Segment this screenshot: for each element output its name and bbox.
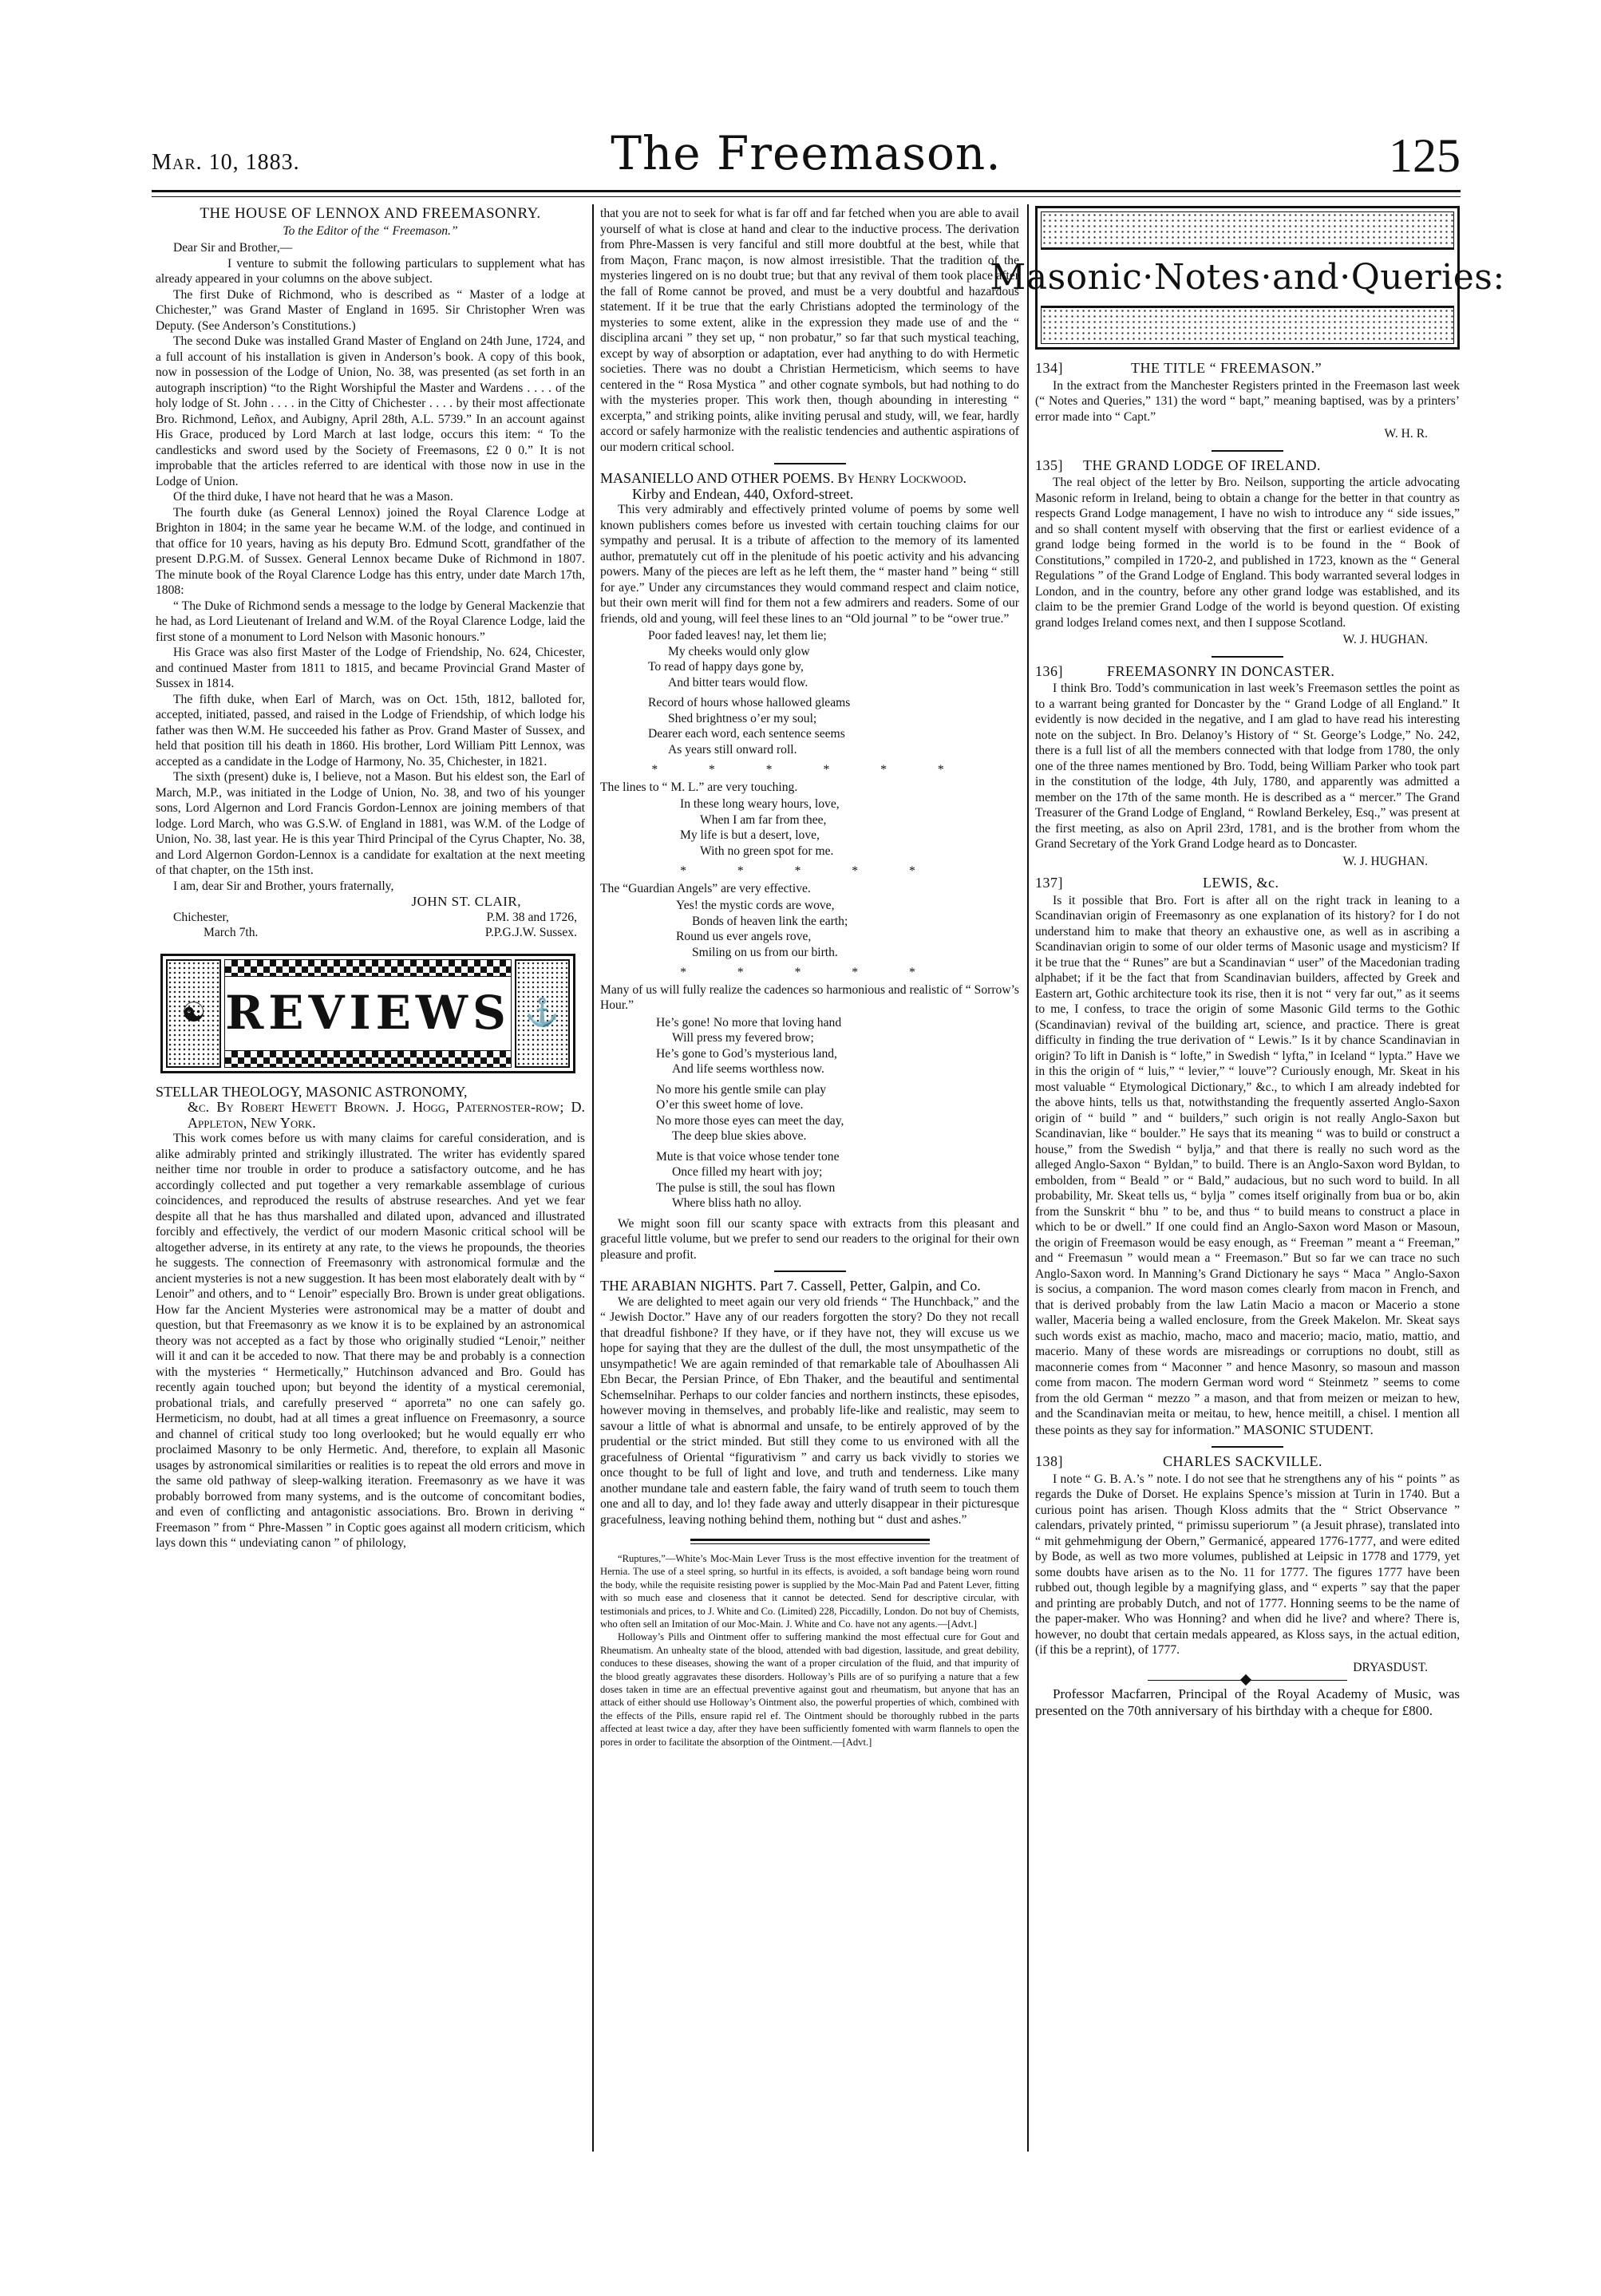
signature-place: Chichester,	[173, 910, 229, 924]
note-title: FREEMASONRY IN DONCASTER.	[1107, 662, 1335, 679]
paragraph: Many of us will fully realize the cadences so harmonious and realistic of “ Sorrow’s Hour.”	[600, 982, 1019, 1012]
paragraph: We might soon fill our scanty space with extracts from this pleasant and graceful little volume, but we prefer to send our readers to the original for their own pleasure and profit.	[600, 1216, 1019, 1262]
column-left	[156, 206, 585, 1551]
poem-stanza	[600, 898, 1019, 960]
signature-name: JOHN ST. CLAIR,	[411, 894, 521, 909]
review-title-main: MASANIELLO AND OTHER POEMS.	[600, 470, 835, 486]
paragraph: I venture to submit the following particulars to supplement what has already appeared in your columns on the above subject.	[156, 256, 585, 286]
note-number: 134]	[1035, 360, 1063, 376]
article-title: THE HOUSE OF LENNOX AND FREEMASONRY.	[200, 205, 541, 222]
signature-row	[156, 910, 585, 926]
signature-row	[156, 925, 585, 941]
poem-line: Poor faded leaves! nay, let them lie;	[648, 629, 827, 642]
paragraph: This very admirably and effectively printed volume of poems by some well known publishers comes before us invested with certain touching claims for our sympathy and perusal. It is a tribute of affection to the memory of its lamented author, prematutely cut off in the plenitude of his poetic activity and his advancing powers. Many of the pieces are left as he left them, the “ master hand ” being “ still for aye.” Under any circumstances they would command respect and claim notice, but their own merit will find for them not a few admirers and readers. Some of our friends, old and young, will feel these lines to an “Old journal ” to be “ower true.”	[600, 503, 1019, 626]
poem-line: Bonds of heaven link the earth;	[692, 914, 848, 928]
note-text: I think Bro. Todd’s communication in last week’s Freemason settles the point as to a warrant being granted for Doncaster by the “ Grand Lodge of all England.” It evidently is now decided in the negative, and I am glad to have read his interesting note on the subject. In Bro. Delanoy’s History of “ St. George’s Lodge,” No. 242, there is a full list of all the members connected with that lodge from 1780, the only one of the three names mentioned by Bro. Todd, being William Parker who took part in the constitution of the lodge, 4th July, 1780, and apparently was admitted a member on the 17th of the same month. He is described as a “ mercer.” The Grand Treasurer of the Grand Lodge of England, “ Rowland Berkeley, Esq.,” was present at the first meeting, as also on April 23rd, 1781, and is the brother from whom the Grand Secretary of the York Grand Lodge heard as to Doncaster.	[1035, 682, 1460, 851]
poem-line: My life is but a desert, love,	[680, 828, 820, 842]
paragraph: The “Guardian Angels” are very effective.	[600, 881, 811, 895]
poem-stanza	[600, 1015, 1019, 1077]
review-title	[600, 471, 1019, 502]
poem-line: Shed brightness o’er my soul;	[668, 711, 817, 725]
note-number: 135]	[1035, 456, 1063, 473]
reviews-banner-center	[224, 959, 512, 1068]
note-heading	[1035, 1454, 1460, 1470]
section-rule	[1212, 450, 1283, 452]
note-signature: W. J. HUGHAN.	[1342, 633, 1428, 646]
poem-line: And bitter tears would flow.	[668, 675, 808, 690]
ship-emblem-icon: ⚓	[515, 959, 570, 1068]
note-text	[1035, 893, 1460, 1439]
paragraph: This work comes before us with many claims for careful consideration, and is alike admirably printed and strikingly illustrated. The writer has evidently spared neither time nor trouble in order to produce a satisfactory outcome, and he has accordingly collected and put together a very remarkable assemblage of curious coincidences, and reproduced the results of abstruse researches. And yet we fear despite all that he has thus marshalled and dilated upon, advanced and illustrated forcibly and effectively, the verdict of our modern Masonic critical school will be altogether adverse, in its entirety at any rate, to the views he propounds, the theories he suggests. The connection of Freemasonry with astronomical formulæ and the ancient mysteries is not a new suggestion. It has been most elaborately dealt with by “ Lenoir” and others, and to “ Lenoir” especially Bro. Brown is under great obligations. How far the Ancient Mysteries were astronomical may be a matter of doubt and question, but that Freemasonry as we know it is to be explained by an astronomical theory was not accepted as a fact by those who originally studied “Lenoir,” neither will it and can it be acceded to now. That there may be and probably is a connection with the mysteries “ Hermetically,” Hutchinson advanced and Bro. Gould has recently again touched upon; but beyond the identity of a mystical ceremonial, probational trials, and carefully preserved “ aporreta” no one can safely go. Hermeticism, no doubt, had at all times a great influence on Freemasonry, a source and channel of critical study too long overlooked; but he would equally err who proclaimed Masonry to be only Hermetic. And, therefore, to explain all Masonic usages by astronomical similarities or realities is to repeat the old errors and move in the same old pathway of sleep-walking iteration. Freemasonry as we have it was probably borrowed from many systems, and is the outcome of concomitant bodies, and even of conflicting and antagonistic associations. Bro. Brown in deriving “ Freemason ” from “ Phre-Massen ” in Coptic goes against all modern criticism, which lays down this “ undeviating canon ” of philology,	[156, 1132, 585, 1550]
poem-stanza	[600, 695, 1019, 757]
poem-line: Yes! the mystic cords are wove,	[676, 899, 835, 912]
poem-stanza	[600, 628, 1019, 690]
paragraph: His Grace was also first Master of the Lodge of Friendship, No. 624, Chicester, and continued Master from 1811 to 1815, and became Provincial Grand Master of Sussex in 1814.	[156, 646, 585, 690]
note-text: I note “ G. B. A.’s ” note. I do not see that he strengthens any of his “ points ” as regards the Duke of Dorset. He explains Spence’s mission at Turin in 1740. But a curious point has arisen. Though Kloss admits that the “ Strict Observance ” calendars, privately printed, “ primissu superiorum ” (a Jesuit phrase), translated into “ mit gehmehmigung der Obern,” Germanicé, appeared 1776-1777, and were edited by Bode, as well as two more volumes, published at Leipsic in 1778 and 1779, yet some doubts have arisen as to the No. 11 for 1777. The figures 1777 have been rubbed out, though legible by a magnifying glass, and “ experts ” say that the paper and printing are probably Dutch, and not of 1777. Honning seems to be the name of the paper-maker. Who was Honning? and when did he live? and where? There is, however, no doubt that certain medals appeared, as Kloss says, in the actual edition, (if this be a reprint), of 1777.	[1035, 1472, 1460, 1657]
checkered-border	[224, 1050, 512, 1068]
checkered-border	[224, 959, 512, 977]
poem-line: In these long weary hours, love,	[680, 797, 840, 811]
article-house-of-lennox	[156, 206, 585, 941]
review-stellar-theology	[156, 1085, 585, 1551]
note-body: Is it possible that Bro. Fort is after all on the right track in leaning to a Scandinavian origin of Freemasonry as one explanation of its history? for I do not understand him to make that theory an exhaustive one, as well as in ascribing a Scandinavian origin to some of our older terms of Masonic usage and mysticism? If it be true that the “ Runes” are but a Scandinavian “ user” of the Macedonian trading alphabet; if it be the fact that from Scandinavian builders, affected by Greek and Eastern art, Gothic architecture took its rise, then it is not “ very far out,” as it seems to me, I confess, to trace the origin of some Masonic Gild terms to the Gothic (Scandinavian) revival of the building art, science, and practice. There is great difficulty in finding the true derivation of “ Lewis.” Is it by chance Scandinavian in origin? To lift in Danish is “ lofte,” in Swedish “ lyfta,” in Iceland “ lypta.” Have we in this the origin of “ luis,” “ levier,” “ louve”? Curiously enough, Mr. Skeat in his most valuable “ Etymological Dictionary,” &c., to which I am already indebted for the above hints, tells us that, notwithstanding the frequently asserted Anglo-Saxon origin of “ build ” and “ builders,” such origin is not really Anglo-Saxon but Scandinavian, like “ boulder.” He says that its meaning “ was to build or construct a house,” from the Swedish “ bylja,” and that there is really no such word as the alleged Anglo-Saxon “ Byldan,” to build. There is an Anglo-Saxon word Byldan, to embolden, from “ Beald ” or “ Bald,” audacious, but no such word to build. In all probability, Mr. Skeat tells us, “ bylja ” comes itself originally from bua or bo, akin from the Sunskrit “ bhu ” to be, and thus “ to build means to construct a place in which to be or dwell.” If one could find an Anglo-Saxon word Mason or Masoun, the origin of Freemason would be easy enough, as “ Freeman ” meant a “ Freeman,” and “ Freemasun ” would mean a “ Freemason.” But so far we can trace no such Anglo-Saxon word. In Manning’s Grand Dictionary he says “ Maca ” Anglo-Saxon is socius, a companion. The word mason comes clearly from macon in French, and that is derived probably from the law Latin Macio a macon or Macerio a stone waller, Maceria being a walled enclosure, from the Greek Makelon. Mr. Skeat says such words exist as machio, macho, maco and macerio; macio, matio, mattio, and macerio. Many of these words are misreadings or corruptions no doubt, still as maconnerie comes from “ Maconner ” and hence Masonry, so masoun and masson come from macon. The modern German word word “ Steinmetz ” seems to come from the old German “ mezzo ” a mason, and that from meizen or meizan to hew, and the Scandinavian meita or meitau, to hew, hence meitill, a chisel. I mention all these points as they say for information.”	[1035, 893, 1460, 1437]
masthead	[152, 120, 1461, 184]
poem-line: And life seems worthless now.	[672, 1062, 824, 1076]
section-rule	[774, 1271, 846, 1272]
asterism: * * * * * *	[651, 763, 968, 777]
column-right	[990, 206, 1505, 1719]
note-signature: W. J. HUGHAN.	[1342, 854, 1428, 868]
poem-line: Record of hours whose hallowed gleams	[648, 696, 851, 709]
signature-date: March 7th.	[204, 926, 259, 939]
reviews-banner-label: REVIEWS	[224, 977, 512, 1050]
note-signature: MASONIC STUDENT.	[1243, 1421, 1374, 1437]
review-title	[156, 1085, 585, 1132]
review-author: By Henry Lockwood.	[837, 470, 967, 486]
note-signature: DRYASDUST.	[1353, 1660, 1428, 1674]
note-heading	[1035, 664, 1460, 680]
poem-line: My cheeks would only glow	[668, 644, 810, 658]
masthead-rule-thin	[152, 196, 1461, 197]
paragraph: “ The Duke of Richmond sends a message to the lodge by General Mackenzie that he had, as Lord Lieutenant of Ireland and W.M. of the Royal Clarence Lodge, laid the first stone of a monument to Lord Nelson with Masonic honours.”	[156, 599, 585, 644]
masonic-notes-banner	[990, 206, 1505, 350]
poem-stanza	[600, 1149, 1019, 1211]
signature-rank: P.P.G.J.W. Sussex.	[484, 926, 577, 939]
paragraph: We are delighted to meet again our very old friends “ The Hunchback,” and the “ Jewish Doctor.” Have any of our readers forgotten the story? Do they not recall that dreadful fishbone? If they have, or if they have not, they will excuse us we hope for saying that they are the dullest of the dull, the most unsympathetic of the unsympathetic! We are again reminded of that remarkable tale of Aboulhassen Ali Ebn Becar, the Persian Prince, of Ebn Thaker, and the beautiful and sentimental Schemselnihar. Perhaps to our colder fancies and northern instincts, these episodes, however moving in themselves, and probably life-like and realistic, may seem to savour a little of what is abnormal and unsafe, to be entirely approved of by the prudential or the strict minded. But still they come to us environed with all the gracefulness of Oriental “figurativism ” and carry us back vividly to stories we once thought to be full of light and love, and truth and tenderness. Like many another mundane tale and eastern fable, the fairy wand of truth seem to touch them one and all to day, and lo! they fade away and utterly disappear in their picturesque gracefulness, leaving nothing behind them, nothing but “ dust and ashes.”	[600, 1294, 1019, 1527]
paragraph: The first Duke of Richmond, who is described as “ Master of a lodge at Chichester,” was Grand Master of England in 1695. Sir Christopher Wren was Deputy. (See Anderson’s Constitutions.)	[156, 287, 585, 333]
poem-line: Where bliss hath no alloy.	[672, 1196, 802, 1210]
page-number: 125	[1389, 129, 1461, 182]
newspaper-title: The Freemason.	[611, 126, 1002, 180]
review-publisher: Kirby and Endean, 440, Oxford-street.	[632, 485, 854, 502]
advertisement-holloway: Holloway’s Pills and Ointment offer to suffering mankind the most effectual cure for Gout and Rheumatism. An unhealty state of the blood, attended with bad digestion, lassitude, and great debility, conduces to these diseases, showing the want of a proper circulation of the fluid, and that impurity of the blood greatly aggravates these disorders. Holloway’s Pills are of so purifying a nature that a few doses taken in time are an effectual preventive against gout and rheumatism, but anyone that has an attack of either should use Holloway’s Ointment also, the powerful properties of which, combined with the effects of the Pills, ensure rapid rel ef. The Ointment should be thoroughly rubbed in the parts affected at least twice a day, after they have been sufficiently fomented with warm flannels to open the pores in order to facilitate the absorption of the Ointment.—[Advt.]	[600, 1631, 1019, 1748]
advertisement-rule	[690, 1539, 930, 1544]
paragraph: The second Duke was installed Grand Master of England on 24th June, 1724, and a full account of his installation is given in Anderson’s book. A copy of this book, now in possession of the Lodge of Union, No. 38, was presented (as set forth in an autograph inscription) “to the Right Worshipful the Master and Wardens . . . . of the holy lodge of St. John . . . . in the Citty of Chichester . . . . by their most affectionate Bro. Richmond, Leñox, and Aubigny, April 28th, A.L. 5739.” In an account against His Grace, produced by Lord March at last lodge, occurs this item: “ To the candlesticks and sword used by the Society of Freemasons, £2 0 0.” It is not improbable that the articles referred to are identical with those now in use in the Lodge of Union.	[156, 334, 585, 488]
note-134	[1035, 361, 1460, 442]
paragraph: Of the third duke, I have not heard that he was a Mason.	[173, 490, 453, 504]
poem-line: No more his gentle smile can play	[656, 1082, 827, 1097]
review-title	[600, 1278, 1019, 1294]
masthead-rule	[152, 190, 1461, 192]
note-title: LEWIS, &c.	[1203, 875, 1279, 891]
masonic-tools-ornament-icon	[1041, 307, 1454, 344]
poem-line: With no green spot for me.	[700, 844, 834, 858]
note-title: CHARLES SACKVILLE.	[1163, 1453, 1323, 1469]
poem-line: Will press my fevered brow;	[672, 1031, 814, 1045]
section-rule	[774, 463, 846, 464]
poem-line: Round us ever angels rove,	[676, 930, 812, 943]
masonic-notes-banner-label: Masonic·Notes·and·Queries:	[1041, 248, 1454, 307]
paragraph-continued: that you are not to seek for what is far off and far fetched when you are able to avail yourself of what is close at hand and clear to the inductive process. The derivation from Phre-Massen is very fanciful and still more doubtful at the best, while that from Maçon, Franc maçon, is now almost irresistible. That the tradition of the mysteries lingered on is no doubt true; but that any revival of them took place after the fall of Rome cannot be proved, and must be a very doubtful and hazardous statement. If it be true that the early Christians adopted the terminology of the mysteries to some extent, alike in the expression they made use of and the “ disciplina arcani ” they set up, “ non probatur,” so far that such mystical teaching, except by way of absorption or adaptation, ever had anything to do with Hermetic societies. There was no doubt a Christian Hermeticism, which seems to have centered in the “ Rosa Mystica ” and other cognate symbols, but had nothing to do with the mysteries proper. This work then, though abounding in interesting “ excerpta,” and striking points, alike inviting perusal and study, will, we fear, hardly accord or safely harmonize with the realistic tendencies and authentic aspirations of our modern critical school.	[600, 207, 1019, 454]
poem-line: As years still onward roll.	[668, 742, 797, 757]
note-title: THE TITLE “ FREEMASON.”	[1131, 360, 1322, 376]
note-135	[1035, 458, 1460, 648]
section-rule	[1212, 656, 1283, 658]
poem-line: He’s gone to God’s mysterious land,	[656, 1046, 837, 1061]
salutation: Dear Sir and Brother,—	[173, 241, 293, 255]
macfarren-notice: Professor Macfarren, Principal of the Royal Academy of Music, was presented on the 70th anniversary of his birthday with a cheque for £800.	[1035, 1686, 1460, 1718]
column-middle	[600, 206, 1019, 1749]
note-heading	[1035, 361, 1460, 377]
paragraph: The sixth (present) duke is, I believe, not a Mason. But his eldest son, the Earl of March, M.P., was initiated in the Lodge of Union, No. 38, and two of his younger sons, Lord Algernon and Lord Francis Gordon-Lennox are joining members of that lodge. Lord March, who was G.S.W. of England in 1881, was W.M. of the Lodge of Union, No. 38, last year. He is this year Third Principal of the Cyrus Chapter, No. 38, and Lord Algernon Gordon-Lennox is a candidate for exaltation at the next meeting of that chapter, on the 15th inst.	[156, 770, 585, 877]
paragraph: The fourth duke (as General Lennox) joined the Royal Clarence Lodge at Brighton in 1804; in the same year he became W.M. of the lodge, and continued in that office for 10 years, having as his deputy Bro. Edmund Scott, grandfather of the present D.P.G.M. of Sussex. General Lennox became Duke of Richmond in 1807. The minute book of the Royal Clarence Lodge has this entry, under date March 17th, 1808:	[156, 505, 585, 597]
note-signature: W. H. R.	[1384, 427, 1428, 441]
advertisements	[600, 1552, 1019, 1749]
poem-line: The pulse is still, the soul has flown	[656, 1180, 836, 1195]
note-137	[1035, 875, 1460, 1438]
globe-emblem-icon: ☯	[166, 959, 221, 1068]
review-title-sub: &c. By Robert Hewett Brown. J. Hogg, Paternoster-row; D. Appleton, New York.	[188, 1099, 585, 1131]
closing: I am, dear Sir and Brother, yours fraternally,	[173, 879, 394, 893]
column-divider-2	[1027, 204, 1029, 2152]
issue-date: Mar. 10, 1883.	[152, 150, 300, 175]
poem-line: To read of happy days gone by,	[648, 660, 804, 674]
note-text: In the extract from the Manchester Registers printed in the Freemason last week (“ Notes and Queries,” 131) the word “ bapt,” meaning baptised, was by a printers’ error made into “ Capt.”	[1035, 378, 1460, 424]
diamond-rule	[1148, 1680, 1347, 1681]
review-masaniello	[600, 471, 1019, 1263]
poem-line: Once filled my heart with joy;	[672, 1165, 823, 1179]
asterism: * * * * *	[680, 864, 939, 878]
reviews-banner	[160, 954, 575, 1073]
masonic-tools-ornament-icon	[1041, 211, 1454, 248]
poem-line: Smiling on us from our birth.	[692, 945, 838, 959]
note-136	[1035, 664, 1460, 870]
asterism: * * * * *	[680, 966, 939, 979]
note-138	[1035, 1454, 1460, 1675]
article-byline: To the Editor of the “ Freemason.”	[283, 223, 458, 238]
review-arabian-nights	[600, 1278, 1019, 1527]
poem-line: When I am far from thee,	[700, 812, 827, 827]
note-text: The real object of the letter by Bro. Neilson, supporting the article advocating Masonic reform in Ireland, being to obtain a change for the better in that country as respects Grand Lodge management, I have no wish to introduce any “ side issues,” and so shall content myself with observing that the first or earliest evidence of a grand lodge being formed in the world is to be found in the “ Book of Constitutions,” compiled in 1720-2, and published in 1723, known as the “ General Regulations ” of the Grand Lodge of England. This body warranted several lodges in London, and in the country, before any other grand lodge was established, and its claim to be the premier Grand Lodge of the world is beyond question. Of existing grand lodges Ireland comes next, and then I suppose Scotland.	[1035, 476, 1460, 630]
signature-rank: P.M. 38 and 1726,	[486, 910, 577, 924]
column-divider-1	[592, 204, 594, 2152]
poem-stanza	[600, 1082, 1019, 1144]
section-rule	[1212, 1446, 1283, 1448]
note-number: 137]	[1035, 875, 1063, 891]
poem-line: The deep blue skies above.	[672, 1129, 807, 1143]
review-title-main: THE ARABIAN NIGHTS.	[600, 1278, 757, 1294]
review-title-sub: Part 7. Cassell, Petter, Galpin, and Co.	[760, 1278, 981, 1294]
poem-line: O’er this sweet home of love.	[656, 1098, 804, 1112]
note-number: 138]	[1035, 1453, 1063, 1469]
poem-stanza	[600, 796, 1019, 859]
poem-line: Dearer each word, each sentence seems	[648, 727, 845, 741]
advertisement-moc-main: “Ruptures,”—White’s Moc-Main Lever Truss is the most effective invention for the treatment of Hernia. The use of a steel spring, so hurtful in its effects, is avoided, a soft bandage being worn round the body, while the requisite resisting power is supplied by the Moc-Main Pad and Patent Lever, fitting with so much ease and closeness that it cannot be detected. Send for descriptive circular, with testimonials and prices, to J. White and Co. (Limited) 228, Piccadilly, London. Do not buy of Chemists, who often sell an Imitation of our Moc-Main. J. White and Co. have not any agents.—[Advt.]	[600, 1553, 1019, 1630]
note-number: 136]	[1035, 662, 1063, 679]
review-title-main: STELLAR THEOLOGY, MASONIC ASTRONOMY,	[156, 1083, 468, 1100]
paragraph: The lines to “ M. L.” are very touching.	[600, 780, 798, 794]
note-heading	[1035, 875, 1460, 891]
note-heading	[1035, 458, 1460, 474]
poem-line: No more those eyes can meet the day,	[656, 1113, 844, 1128]
note-title: THE GRAND LODGE OF IRELAND.	[1083, 456, 1321, 473]
poem-line: He’s gone! No more that loving hand	[656, 1015, 842, 1029]
poem-line: Mute is that voice whose tender tone	[656, 1149, 840, 1164]
paragraph: The fifth duke, when Earl of March, was on Oct. 15th, 1812, balloted for, accepted, initiated, passed, and raised in the Lodge of Friendship, of which lodge his father was then W.M. He succeeded his father as Prov. Grand Master of Sussex, and held that position till his death in 1860. His brother, Lord William Pitt Lennox, was accepted as a candidate in the Lodge of Harmony, No. 35, Chichester, in 1821.	[156, 692, 585, 769]
